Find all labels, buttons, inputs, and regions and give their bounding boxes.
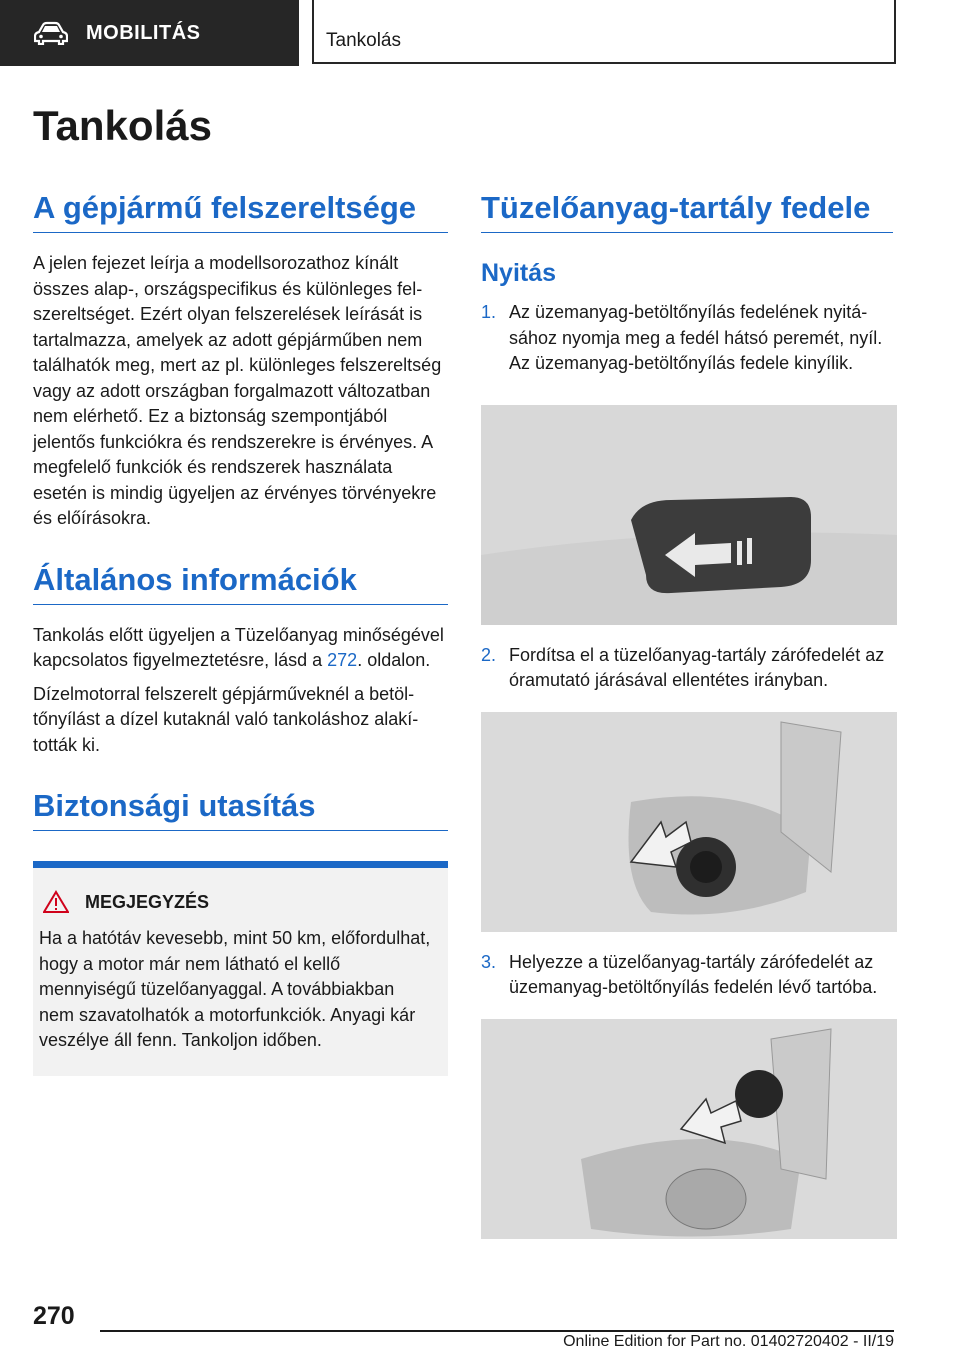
car-icon <box>34 21 68 45</box>
footer-rule <box>100 1330 894 1332</box>
fuel-flap-closed-image <box>481 405 897 625</box>
step-item: 3. Helyezze a tüzelőanyag-tartály zárófedelét az üzemanyag-betöltőnyílás fedelén lévő tartóba. <box>481 951 878 997</box>
note-box <box>33 868 448 1076</box>
note-header <box>43 890 434 914</box>
breadcrumb: Tankolás <box>312 0 896 64</box>
general-info-text: Tankolás előtt ügyeljen a Tüzelőanyag minőségével kapcsolatos figyelmeztetésre, lásd a 272. oldalon. <box>33 624 444 670</box>
heading-opening: Nyitás <box>481 259 557 287</box>
diesel-text: Dízelmotorral felszerelt gépjárműveknél a betöltőnyílást a dízel kutaknál való tankoláshoz alakították ki. <box>33 683 419 755</box>
heading-general-info: Általános információk <box>33 562 448 605</box>
footer-edition: Online Edition for Part no. 01402720402 - II/19 <box>563 1333 894 1350</box>
section-tab[interactable] <box>0 0 299 66</box>
heading-fuel-cap: Tüzelőanyag-tartály fedele <box>481 190 893 233</box>
equipment-text: A jelen fejezet leírja a modellsorozathoz kínált összes alap-, országspecifikus és különleges felszereltséget. Ezért olyan felszerelések leírását is tartalmazza, amelyek az adott gépjárműben nem találhatók meg, mert az pl. különleges felszereltség vagy az adott országban forgalmazott változatban nem elérhető. Ez a biztonság szempontjából jelentős funkciókra és rendszerekre is érvényes. A megfelelő funkciók és rendszerek használata esetén is mindig ügyeljen az érvényes törvényekre és előírásokra. <box>33 253 442 528</box>
page-link-272[interactable]: 272 <box>327 650 358 670</box>
right-column <box>481 190 893 1239</box>
heading-safety: Biztonsági utasítás <box>33 788 448 831</box>
note-text: Ha a hatótáv kevesebb, mint 50 km, előfordulhat, hogy a motor már nem látható el kellő mennyiségű tüzelőanyaggal. A továbbiakban nem szavatolhatók a motorfunkciók. Anyagi kár veszélye áll fenn. Tankoljon időben. <box>39 928 431 1050</box>
warning-triangle-icon <box>43 890 69 914</box>
note-title: MEGJEGYZÉS <box>85 891 210 912</box>
fuel-cap-turn-image <box>481 712 897 932</box>
step-item: 2. Fordítsa el a tüzelőanyag-tartály zárófedelét az óramutató járásával ellentétes irányban. <box>481 644 885 690</box>
page-number: 270 <box>33 1302 75 1330</box>
steps-list <box>481 300 893 377</box>
section-label: MOBILITÁS <box>86 21 201 44</box>
heading-equipment: A gépjármű felszereltsége <box>33 190 448 233</box>
left-column <box>33 190 448 1076</box>
note-rule <box>33 861 448 868</box>
page-title: Tankolás <box>33 102 212 149</box>
step-item: 1. Az üzemanyag-betöltőnyílás fedelének nyitásához nyomja meg a fedél hátsó peremét, nyíl. Az üzemanyag-betöltőnyílás fedele kinyílik. <box>481 302 883 373</box>
fuel-cap-holder-image <box>481 1019 897 1239</box>
